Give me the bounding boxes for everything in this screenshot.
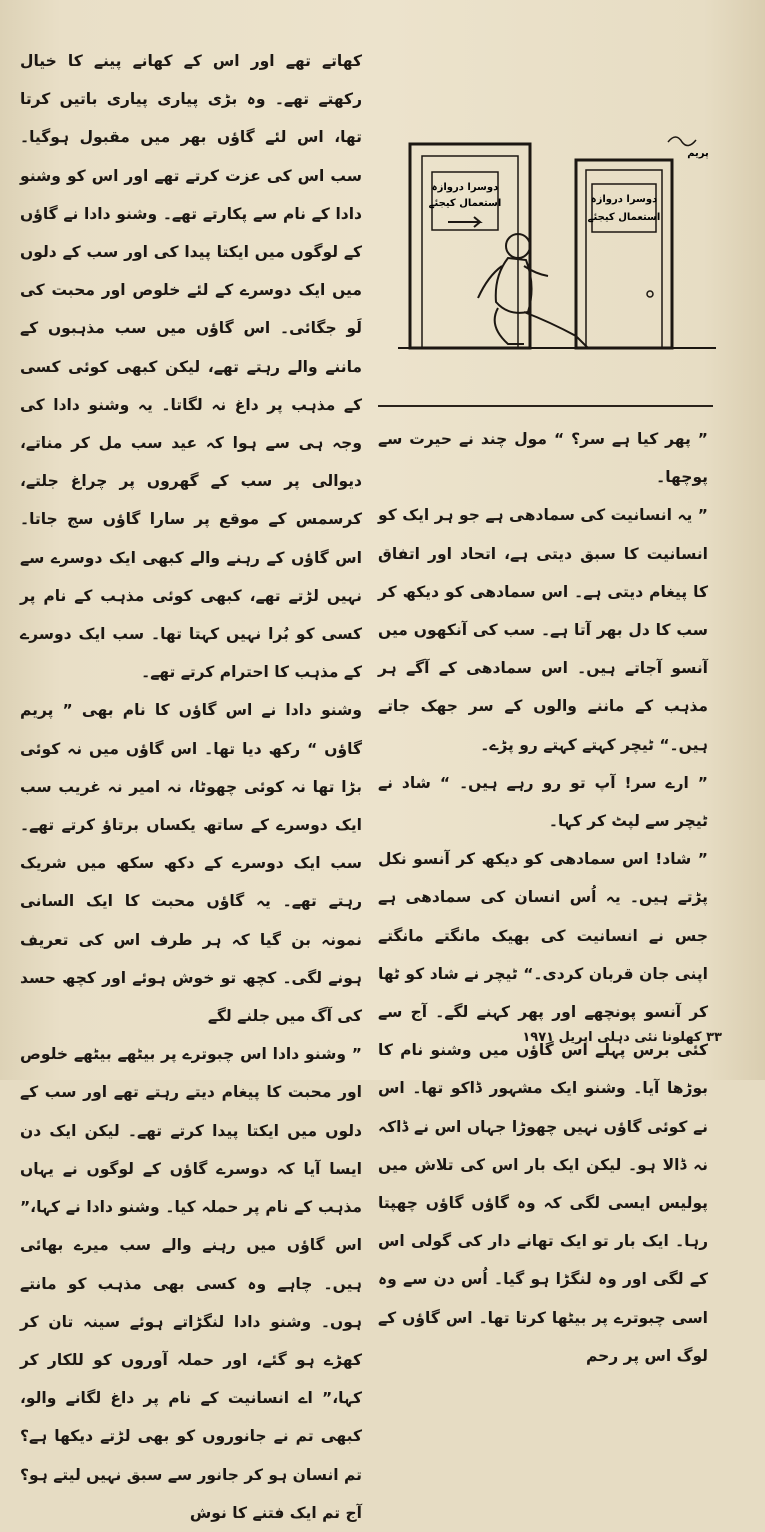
paragraph: وشنو دادا نے اس گاؤں کا نام بھی ” پریم گاؤں “ رکھ دیا تھا۔ اس گاؤں میں نہ کوئی بڑا تھا نہ کوئی چھوٹا، نہ امیر نہ غریب سب ایک دوسرے کے ساتھ یکساں برتاؤ کرتے تھے۔ سب ایک دوسرے کے دکھ سکھ میں شریک رہتے تھے۔ یہ گاؤں محبت کا ایک السانی نمونہ بن گیا کہ ہر طرف اس کی تعریف ہونے لگی۔ کچھ تو خوش ہوئے اور کچھ حسد کی آگ میں جلنے لگے [20, 701, 362, 1026]
cartoon-illustration [398, 126, 716, 376]
page-number: ۳۳ [706, 1030, 722, 1045]
paragraph: ” وشنو دادا اس چبوترے پر بیٹھے بیٹھے خلوص اور محبت کا پیغام دیتے رہتے تھے اور سب کے دلوں میں ایکتا پیدا کرتے تھے۔ لیکن ایک دن ایسا آیا کہ دوسرے گاؤں کے لوگوں نے یہاں مذہب کے نام پر حملہ کیا۔ وشنو دادا نے کہا،” اس گاؤں میں رہنے والے سب میرے بھائی ہیں۔ چاہے وہ کسی بھی مذہب کو مانتے ہوں۔ وشنو دادا لنگڑاتے ہوئے سینہ تان کر کھڑے ہو گئے، اور حملہ آوروں کو للکار کر کہا،” اے انسانیت کے نام پر داغ لگانے والو، کبھی تم نے جانوروں کو بھی لڑتے دیکھا ہے؟ تم انسان ہو کر جانور سے سبق نہیں لیتے ہو؟ آج تم ایک فتنے کا نوش [20, 1045, 362, 1522]
right-door-sign-line2: استعمال کیجئے [587, 212, 661, 223]
paragraph: ” شاد! اس سمادھی کو دیکھ کر آنسو نکل پڑتے ہیں۔ یہ اُس انسان کی سمادھی ہے جس نے انسانیت کی بھیک مانگتے مانگتے اپنی جان قربان کردی۔“ ٹیچر نے شاد کو ٹھا کر آنسو پونچھے اور پھر کہنے لگے۔ آج سے کئی برس پہلے اس گاؤں میں وشنو نام کا بوڑھا آیا۔ وشنو ایک مشہور ڈاکو تھا۔ اس نے کوئی گاؤں نہیں چھوڑا جہاں اس نے ڈاکہ نہ ڈالا ہو۔ لیکن ایک بار اس کی تلاش میں پولیس ایسی لگی کہ وہ گاؤں گاؤں چھپتا رہا۔ ایک بار تو ایک تھانے دار کی گولی اس کے لگی اور وہ لنگڑا ہو گیا۔ اُس دن سے وہ اسی چبوترے پر بیٹھا کرتا تھا۔ اس گاؤں کے لوگ اس پر رحم [378, 850, 708, 1365]
artist-signature [668, 137, 696, 146]
man-figure [478, 234, 588, 348]
right-door-sign-line1: دوسرا دروازہ [590, 194, 658, 205]
section-divider [378, 405, 713, 407]
left-door-sign-line1: دوسرا دروازہ [431, 182, 499, 193]
issue-info: کھلونا نئی دہلی اپریل ۱۹۷۱ [522, 1030, 702, 1045]
signature-text: پریم [687, 148, 709, 159]
left-door-sign-line2: استعمال کیجئے [428, 198, 502, 209]
right-text-column [378, 420, 708, 1375]
right-door [576, 160, 672, 348]
paragraph: ” پھر کیا ہے سر؟ “ مول چند نے حیرت سے پوچھا۔ [378, 430, 708, 487]
right-door-sign [592, 184, 656, 232]
paragraph: کھاتے تھے اور اس کے کھانے پینے کا خیال رکھتے تھے۔ وہ بڑی پیاری پیاری باتیں کرتا تھا، اس لئے گاؤں بھر میں مقبول ہوگیا۔ سب اس کی عزت کرتے تھے اور اس کو وشنو دادا کے نام سے پکارتے تھے۔ وشنو دادا نے گاؤں کے لوگوں میں ایکتا پیدا کی اور سب کے دلوں میں ایک دوسرے کے لئے خلوص اور محبت کی لَو جگائی۔ اس گاؤں میں سب مذہبوں کے ماننے والے رہتے تھے، لیکن کبھی کوئی کسی کے مذہب پر داغ نہ لگاتا۔ یہ وشنو دادا کی وجہ ہی سے ہوا کہ عید سب مل کر مناتے، دیوالی پر سب کے گھروں پر چراغ جلتے، کرسمس کے موقع پر سارا گاؤں سج جاتا۔ اس گاؤں کے رہنے والے کبھی ایک دوسرے سے نہیں لڑتے تھے، کبھی کوئی مذہب کے نام پر کسی کو بُرا نہیں کہتا تھا۔ سب ایک دوسرے کے مذہب کا احترام کرتے تھے۔ [20, 52, 362, 682]
left-door [410, 144, 530, 348]
door-knob [647, 291, 653, 297]
paragraph: ” یہ انسانیت کی سمادھی ہے جو ہر ایک کو انسانیت کا سبق دیتی ہے، اتحاد اور اتفاق کا پیغام دیتی ہے۔ اس سمادھی کو دیکھ کر سب کا دل بھر آتا ہے۔ سب کی آنکھوں میں آنسو آجاتے ہیں۔ اس سمادھی کے آگے ہر مذہب کے ماننے والوں کے سر جھک جاتے ہیں۔“ ٹیچر کہتے کہتے رو پڑے۔ [378, 506, 708, 754]
left-text-column [20, 42, 362, 1532]
paragraph: ” ارے سر! آپ تو رو رہے ہیں۔ “ شاد نے ٹیچر سے لپٹ کر کہا۔ [378, 773, 708, 831]
page-footer [522, 1030, 722, 1045]
